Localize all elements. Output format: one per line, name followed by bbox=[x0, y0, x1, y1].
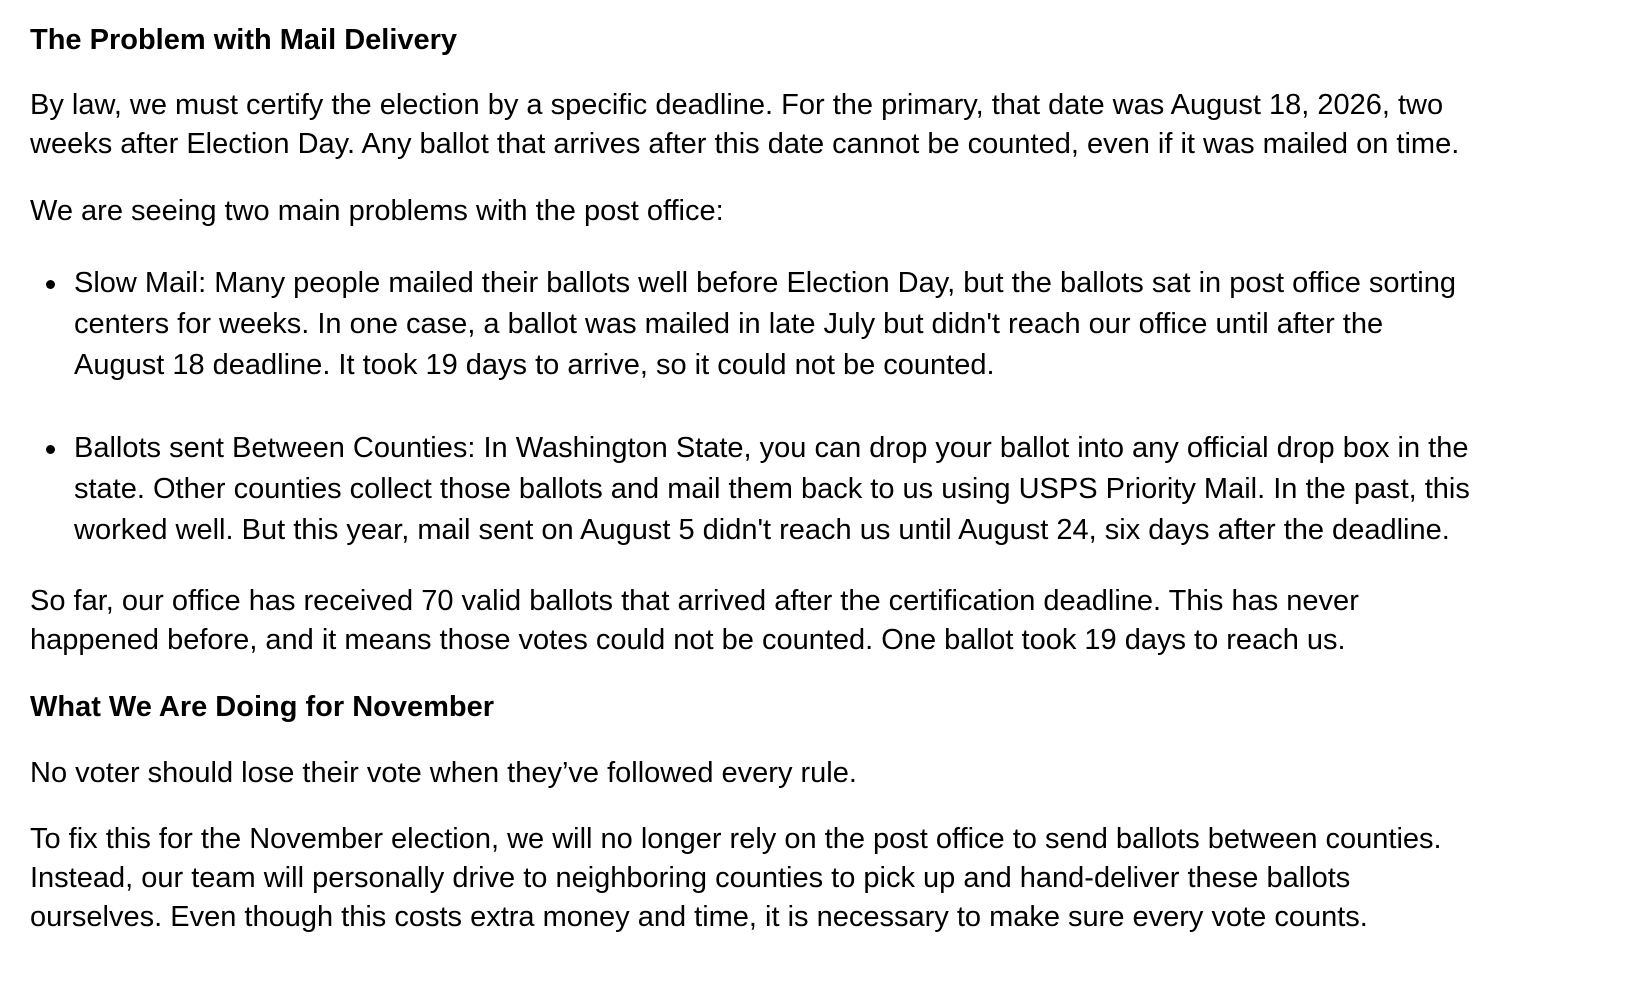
paragraph-late-ballots-count bbox=[30, 582, 1580, 660]
paragraph-line: weeks after Election Day. Any ballot that arrives after this date cannot be counted, even if it was mailed on time. bbox=[30, 128, 1460, 160]
list-item-slow-mail bbox=[30, 263, 1580, 386]
paragraph-no-voter-should-lose-vote: No voter should lose their vote when they’ve followed every rule. bbox=[30, 757, 857, 789]
paragraph-certification-deadline bbox=[30, 86, 1580, 164]
paragraph-hand-delivery-plan bbox=[30, 820, 1580, 937]
list-item-line: August 18 deadline. It took 19 days to arrive, so it could not be counted. bbox=[74, 349, 995, 381]
list-item-line: centers for weeks. In one case, a ballot was mailed in late July but didn't reach our office until after the bbox=[74, 308, 1384, 340]
paragraph-two-problems-intro: We are seeing two main problems with the post office: bbox=[30, 195, 724, 227]
paragraph-line: So far, our office has received 70 valid ballots that arrived after the certification deadline. This has never bbox=[30, 585, 1359, 617]
paragraph-line: To fix this for the November election, we will no longer rely on the post office to send ballots between counties. bbox=[30, 823, 1442, 855]
list-item-line: Slow Mail: Many people mailed their ballots well before Election Day, but the ballots sat in post office sorting bbox=[74, 267, 1456, 299]
problems-list bbox=[30, 263, 1580, 551]
paragraph-line: happened before, and it means those votes could not be counted. One ballot took 19 days to reach us. bbox=[30, 624, 1346, 656]
list-item-ballots-between-counties bbox=[30, 428, 1580, 551]
list-item-line: state. Other counties collect those ballots and mail them back to us using USPS Priority Mail. In the past, this bbox=[74, 473, 1470, 505]
paragraph-line: By law, we must certify the election by a specific deadline. For the primary, that date was August 18, 2026, two bbox=[30, 89, 1444, 121]
bullet-icon bbox=[46, 280, 55, 289]
section-heading-mail-delivery: The Problem with Mail Delivery bbox=[30, 24, 458, 56]
bullet-icon bbox=[46, 445, 55, 454]
paragraph-line: Instead, our team will personally drive to neighboring counties to pick up and hand-deliver these ballots bbox=[30, 862, 1351, 894]
paragraph-line: ourselves. Even though this costs extra money and time, it is necessary to make sure every vote counts. bbox=[30, 901, 1368, 933]
section-heading-november-plan: What We Are Doing for November bbox=[30, 691, 495, 723]
list-item-line: Ballots sent Between Counties: In Washington State, you can drop your ballot into any official drop box in the bbox=[74, 432, 1469, 464]
list-item-line: worked well. But this year, mail sent on August 5 didn't reach us until August 24, six days after the deadline. bbox=[74, 514, 1450, 546]
